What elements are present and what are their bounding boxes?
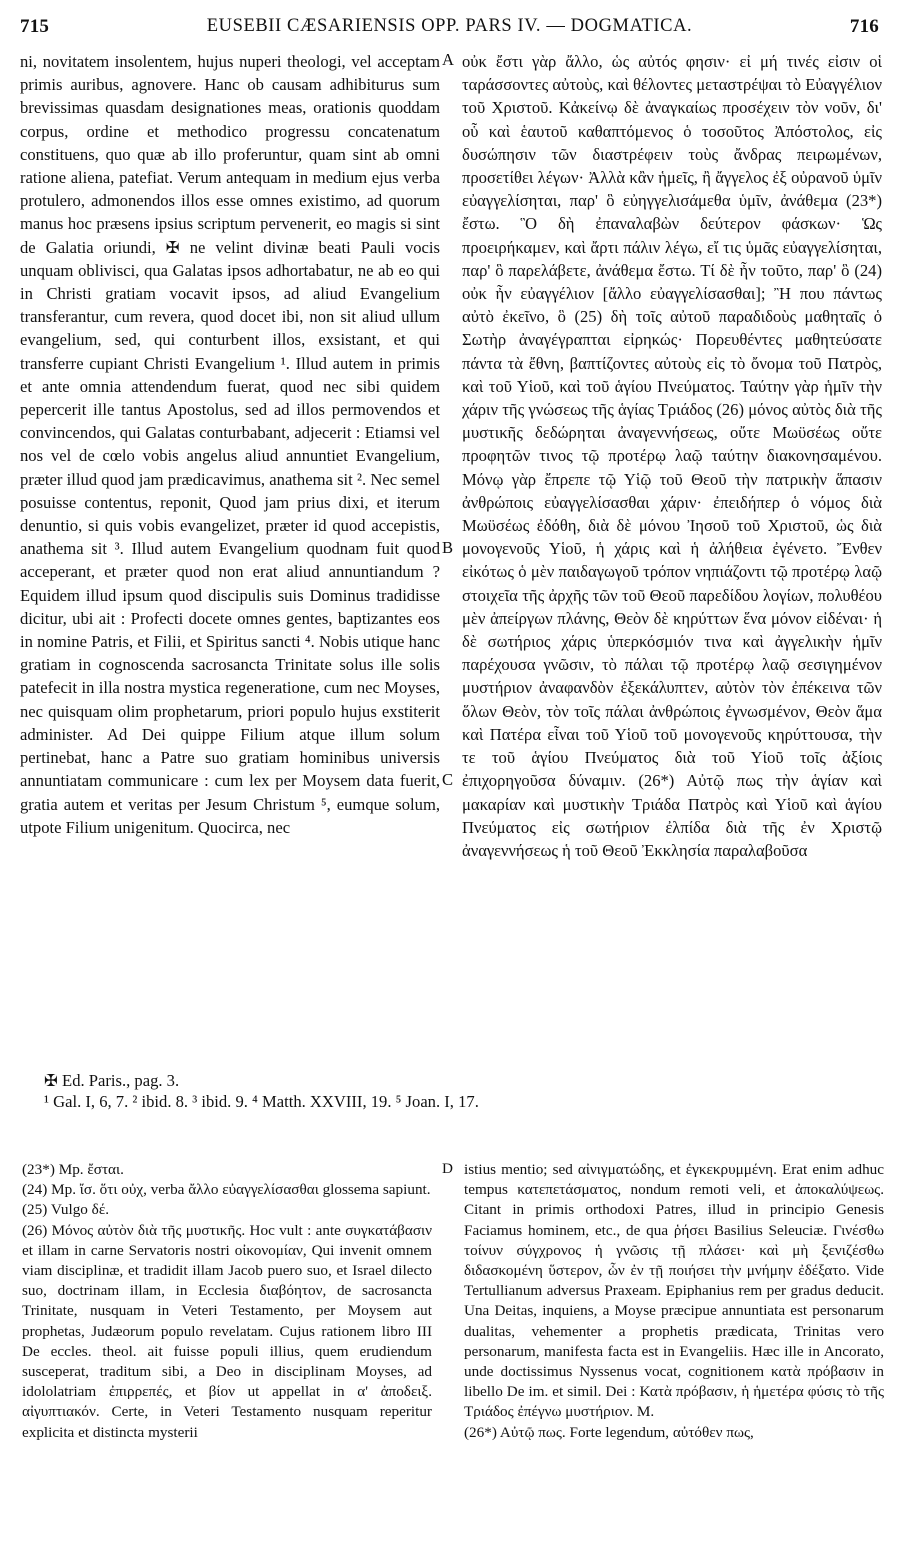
running-header <box>14 16 885 42</box>
page-number-left: 715 <box>20 16 50 37</box>
footnote-edition: ✠ Ed. Paris., pag. 3. <box>44 1071 180 1090</box>
greek-column <box>462 50 882 1062</box>
notes-right <box>464 1160 884 1490</box>
note-26: (26) Μόνος αὐτὸν διὰ τῆς μυστικῆς. Hoc vult : ante συγκατάβασιν et illam in carne Servatoris nostri οἰκονομίαν, Qui invenit omnem viam disciplinæ, et tradidit illam Jacob puero suo, et Israel dilecto suo, doctrinam illam, in Ecclesia διαβόητον, de sacrosancta Trinitate, nusquam in Veteri Testamento, per Moysem aut prophetas, Judæorum populo revelatam. Cujus rationem libro III De eccles. theol. ait fuisse populi illius, quem erudiendum susceperat, traditum sibi, a Deo in disciplinam Moyses, ad idololatriam ἐπιρρεπές, et βίον ut appellat in α' ἀποδειξ. αἰγυπτιακόν. Certe, in Veteri Testamento nusquam reperitur explicita et distincta mysterii <box>22 1221 432 1441</box>
footnotes <box>44 1070 864 1112</box>
note-23: (23*) Mp. ἔσται. <box>22 1161 124 1178</box>
note-26-continued: istius mentio; sed αἰνιγματώδης, et ἐγκεκρυμμένη. Erat enim adhuc tempus κατεπετάσματος, nondum remoti veli, et ἀποκαλύψεως. Citant in primis orthodoxi Patres, illud in principio Genesis Faciamus hominem, etc., de qua ῥήσει Basilius Seleuciæ. Γινέσθω τοίνυν σύγχρονος ἡ γνῶσις τῇ πλάσει· καὶ μὴ ξενιζέσθω διδασκομένη ὕστερον, ὧν ἐν τῇ ποιήσει τὴν μνήμην ἐδέξατο. Vide Tertullianum adversus Praxeam. Epiphanius rem per gradus deducit. Una Deitas, inquiens, a Moyse præcipue annuntiata est personarum dualitas, vehementer a prophetis prædicata, Trinitas vero personarum, manifesta facta est in Evangeliis. Hæc ille in Ancorato, unde doctissimus Nyssenus vocat, cognitionem κατὰ πρόβασιν in libello De im. et simil. Dei : Κατὰ πρόβασιν, ἡ ἡμετέρα φύσις τὸ τῆς Τριάδος ἐπέγνω μυστήριον. M. <box>464 1161 884 1421</box>
margin-letter-c: C <box>442 770 454 789</box>
note-26-star: (26*) Αὐτῷ πως. Forte legendum, αὐτόθεν πως, <box>464 1423 754 1441</box>
greek-text: οὐκ ἔστι γὰρ ἄλλο, ὡς αὐτός φησιν· εἰ μή τινές εἰσιν οἱ ταράσσοντες αὐτοὺς, καὶ θέλοντες μεταστρέψαι τὸ Εὐαγγέλιον τοῦ Χριστοῦ. Κἀκείνῳ δὲ ἀναγκαίως προσέχειν τὸν νοῦν, δι' οὗ καὶ ἑαυτοῦ καθαπτόμενος ὁ τοσοῦτος Ἀπόστολος, εἰς δυσώπησιν τῶν διαστρέφειν τοὺς ἄνδρας πειρωμένων, προσετίθει λέγων· Ἀλλὰ κἂν ἡμεῖς, ἢ ἄγγελος ἐξ οὐρανοῦ ὑμῖν εὐαγγελίσηται, παρ' ὃ εὐηγγελισάμεθα ὑμῖν, ἀνάθεμα (23*) ἔστω. Ὃ δὴ ἐπαναλαβὼν δεύτερον φάσκων· Ὡς προειρήκαμεν, καὶ ἄρτι πάλιν λέγω, εἴ τις ὑμᾶς εὐαγγελίσηται, παρ' ὃ παρελάβετε, ἀνάθεμα ἔστω. Τί δὲ ἦν τοῦτο, παρ' ὃ (24) οὐκ ἦν εὐαγγέλιον [ἄλλο εὐαγγελίσασθαι]; Ἢ που πάντως αὐτὸ ἐκεῖνο, ὃ (25) δὴ τοῖς αὐτοῦ παραδιδοὺς μαθηταῖς ὁ Σωτὴρ ἀναγέγραπται εἰρηκώς· Πορευθέντες μαθητεύσατε πάντα τὰ ἔθνη, βαπτίζοντες αὐτοὺς εἰς τὸ ὄνομα τοῦ Πατρὸς, καὶ τοῦ Υἱοῦ, καὶ τοῦ ἁγίου Πνεύματος. Ταύτην γὰρ ἡμῖν τὴν χάριν τῆς γνώσεως τῆς ἁγίας Τριάδος (26) μόνος αὐτὸς διὰ τῆς μυστικῆς δεδώρηται ἀναγεννήσεως, οὔτε Μωϋσέως οὔτε προφητῶν τινος τῷ προτέρῳ λαῷ ταύτην διακονησαμένου. Μόνῳ γὰρ ἔπρεπε τῷ Υἱῷ τοῦ Θεοῦ τὴν πατρικὴν ἅπασιν ἀνθρώποις εὐαγγελίσασθαι χάριν· ἐπειδήπερ ὁ νόμος διὰ Μωϋσέως ἐδόθη, διὰ δὲ μόνου Ἰησοῦ τοῦ Χριστοῦ, ὡς διὰ μονογενοῦς Υἱοῦ, ἡ χάρις καὶ ἡ ἀλήθεια ἐγένετο. Ἔνθεν εἰκότως ὁ μὲν παιδαγωγοῦ τρόπον νηπιάζοντι τῷ προτέρῳ λαῷ στοιχεῖα τῆς ἀρχῆς τῶν τοῦ Θεοῦ παρεδίδου λογίων, πολυθέου μὲν ἀπείργων πλάνης, Θεὸν δὲ κηρύττων ἕνα μόνον εἰδέναι· ἡ δὲ σωτήριος χάρις ὑπερκόσμιόν τινα καὶ ἀγγελικὴν ἡμῖν παρέχουσα γνῶσιν, τὸ πάλαι τῷ προτέρῳ λαῷ σεσιγημένον μυστήριον ἀναφανδὸν ἐξεκάλυπτεν, αὐτὸν τὸν ἐπέκεινα τῶν ὅλων Θεὸν, τὸν τοῖς πάλαι ἀνθρώποις ἐγνωσμένον, Θεὸν ἅμα καὶ Πατέρα εἶναι τοῦ Υἱοῦ τοῦ μονογενοῦς κηρύττουσα, τὴν τε τοῦ ἁγίου Πνεύματος διὰ τοῦ Υἱοῦ τοῖς ἀξίοις ἐπιχορηγοῦσα δύναμιν. (26*) Αὐτῷ πως τὴν ἁγίαν καὶ μακαρίαν καὶ μυστικὴν Τριάδα Πατρὸς καὶ Υἱοῦ καὶ ἁγίου Πνεύματος εἰς σωτήριον ἐλπίδα διὰ τῆς ἐν Χριστῷ ἀναγεννήσεως ἡ τοῦ Θεοῦ Ἐκκλησία παραλαβοῦσα <box>462 52 882 860</box>
latin-text: ni, novitatem insolentem, hujus nuperi theologi, vel acceptam primis auribus, agnovere. Hanc ob causam adhibiturus sum brevissimas quasdam designationes meas, orationis quoddam corpus, ordine et methodico progressu concatenatum constituens, quo quæ ab illo proferuntur, quam sint ab omni ratione aliena, patefiat. Verum antequam in medium ejus verba protulero, admonendos illos esse omnes existimo, ad quorum manus hoc præsens ipsius scriptum pervenerit, eo magis si sint de Galatia oriundi, ✠ ne velint divinæ beati Pauli vocis unquam oblivisci, qua Galatas ipsos adhortabatur, ne ab eo qui in Christi gratiam vocavit ipsos, ad aliud Evangelium transferantur, cum revera, quod docet ibi, non sit aliud ullum evangelium, sed, qui conturbent illos, exsistant, et qui transferre cupiant Christi Evangelium ¹. Illud autem in primis et ante omnia attendendum fuerat, quod nec sibi quidem pepercerit ille tantus Apostolus, sed ad illos permovendos et convincendos, qui Galatas conturbabant, adjecerit : Etiamsi vel nos vel de cœlo vobis angelus aliud annuntiet Evangelium, præter illud quod jam prædicavimus, anathema sit ². Nec semel posuisse contentus, reponit, Quod jam prius dixi, et iterum denuntio, si quis vobis evangelizet, præter id quod accepistis, anathema sit ³. Illud autem Evangelium quodnam fuit quod acceperant, et præter quod non erat aliud annuntiandum ? Equidem illud ipsum quod discipulis suis Dominus tradidisse dicitur, ubi ait : Profecti docete omnes gentes, baptizantes eos in nomine Patris, et Filii, et Spiritus sancti ⁴. Nobis utique hanc gratiam in cognoscenda sacrosancta Trinitate solus ille solis patefecit in illa nostra mystica regeneratione, cum nec Moyses, nec quisquam olim prophetarum, priori populo hujus exstiterit administer. Ad Dei quippe Filium atque illum solum pertinebat, hanc a Patre suo gratiam hominibus universis annuntiatam communicare : cum lex per Moysem data fuerit, gratia autem et veritas per Jesum Christum ⁵, eumque solum, utpote Filium unigenitum. Quocirca, nec <box>20 52 440 837</box>
latin-column <box>20 50 440 1062</box>
running-title: EUSEBII CÆSARIENSIS OPP. PARS IV. — DOGMATICA. <box>206 16 693 36</box>
note-24: (24) Mp. ἴσ. ὅτι οὐχ, verba ἄλλο εὐαγγελίσασθαι glossema sapiunt. <box>22 1181 431 1199</box>
page-number-right: 716 <box>849 16 879 37</box>
footnote-references: ¹ Gal. I, 6, 7. ² ibid. 8. ³ ibid. 9. ⁴ Matth. XXVIII, 19. ⁵ Joan. I, 17. <box>44 1092 479 1111</box>
margin-letter-b: B <box>442 538 454 557</box>
margin-letter-a: A <box>442 50 454 69</box>
note-25: (25) Vulgo δέ. <box>22 1201 110 1219</box>
margin-letter-d: D <box>442 1160 453 1177</box>
notes-left <box>22 1160 432 1490</box>
